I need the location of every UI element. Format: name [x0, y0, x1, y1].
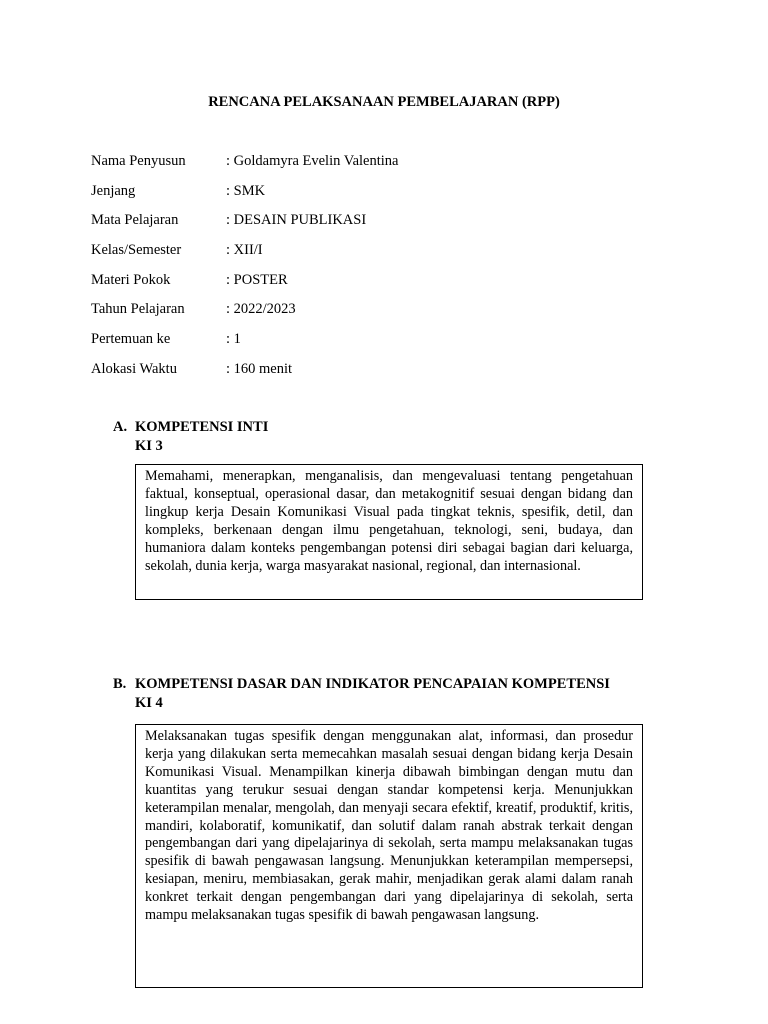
- identity-label: Tahun Pelajaran: [91, 301, 185, 318]
- section-a-title: KOMPETENSI INTI: [135, 419, 269, 435]
- section-a-text-box: [135, 464, 643, 600]
- identity-label: Pertemuan ke: [91, 331, 171, 348]
- identity-value: : 2022/2023: [226, 301, 296, 318]
- identity-value: : POSTER: [226, 271, 288, 288]
- identity-value: : SMK: [226, 182, 266, 199]
- section-a-body: Memahami, menerapkan, menganalisis, dan mengevaluasi tentang pengetahuan faktual, konseptual, operasional dasar, dan metakognitif sesuai dengan bidang dan lingkup kerja Desain Komunikasi Visual pada tingkat teknis, spesifik, detil, dan kompleks, berkenaan dengan ilmu pengetahuan, teknologi, seni, budaya, dan humaniora dalam konteks pengembangan potensi diri sebagai bagian dari keluarga, sekolah, dunia kerja, warga masyarakat nasional, regional, dan internasional.: [145, 468, 633, 574]
- identity-value: : Goldamyra Evelin Valentina: [226, 153, 399, 169]
- identity-row: [91, 271, 651, 301]
- identity-value: : DESAIN PUBLIKASI: [226, 212, 367, 229]
- identity-label: Alokasi Waktu: [91, 360, 177, 377]
- section-b-body: Melaksanakan tugas spesifik dengan menggunakan alat, informasi, dan prosedur kerja yang dilakukan serta memecahkan masalah sesuai dengan bidang kerja Desain Komunikasi Visual. Menampilkan kinerja dibawah bimbingan dengan mutu dan kuantitas yang terukur sesuai dengan standar kompetensi kerja. Menunjukkan keterampilan menalar, mengolah, dan menyaji secara efektif, kreatif, produktif, kritis, mandiri, kolaboratif, komunikatif, dan solutif dalam ranah abstrak terkait dengan pengembangan dari yang dipelajarinya di sekolah, serta mampu melaksanakan tugas spesifik di bawah pengawasan langsung. Menunjukkan keterampilan mempersepsi, kesiapan, meniru, membiasakan, gerak mahir, menjadikan gerak alami dalam ranah konkret terkait dengan pengembangan dari yang dipelajarinya di sekolah, serta mampu melaksanakan tugas spesifik di bawah pengawasan langsung.: [145, 728, 633, 924]
- identity-label: Materi Pokok: [91, 271, 171, 288]
- identity-table: [91, 152, 651, 390]
- document-title: RENCANA PELAKSANAAN PEMBELAJARAN (RPP): [208, 94, 560, 110]
- identity-value: : XII/I: [226, 242, 263, 259]
- identity-row: [91, 182, 651, 212]
- identity-row: [91, 330, 651, 360]
- section-a-heading: [113, 418, 268, 456]
- identity-row: [91, 360, 651, 390]
- identity-label: Kelas/Semester: [91, 242, 182, 259]
- section-b-title: KOMPETENSI DASAR DAN INDIKATOR PENCAPAIAN KOMPETENSI: [135, 676, 610, 692]
- identity-label: Nama Penyusun: [91, 153, 186, 169]
- identity-row: [91, 241, 651, 271]
- section-a-marker: A.: [113, 419, 128, 435]
- identity-value: : 1: [226, 331, 241, 348]
- section-b-marker: B.: [113, 676, 127, 692]
- identity-row: [91, 211, 651, 241]
- identity-value: : 160 menit: [226, 360, 293, 377]
- section-b-subheading: KI 4: [135, 695, 163, 711]
- section-b-heading: [113, 675, 610, 713]
- identity-label: Jenjang: [91, 182, 136, 199]
- identity-row: [91, 300, 651, 330]
- section-b-text-box: [135, 724, 643, 988]
- identity-label: Mata Pelajaran: [91, 212, 179, 229]
- section-a-subheading: KI 3: [135, 438, 163, 454]
- identity-row: [91, 152, 651, 182]
